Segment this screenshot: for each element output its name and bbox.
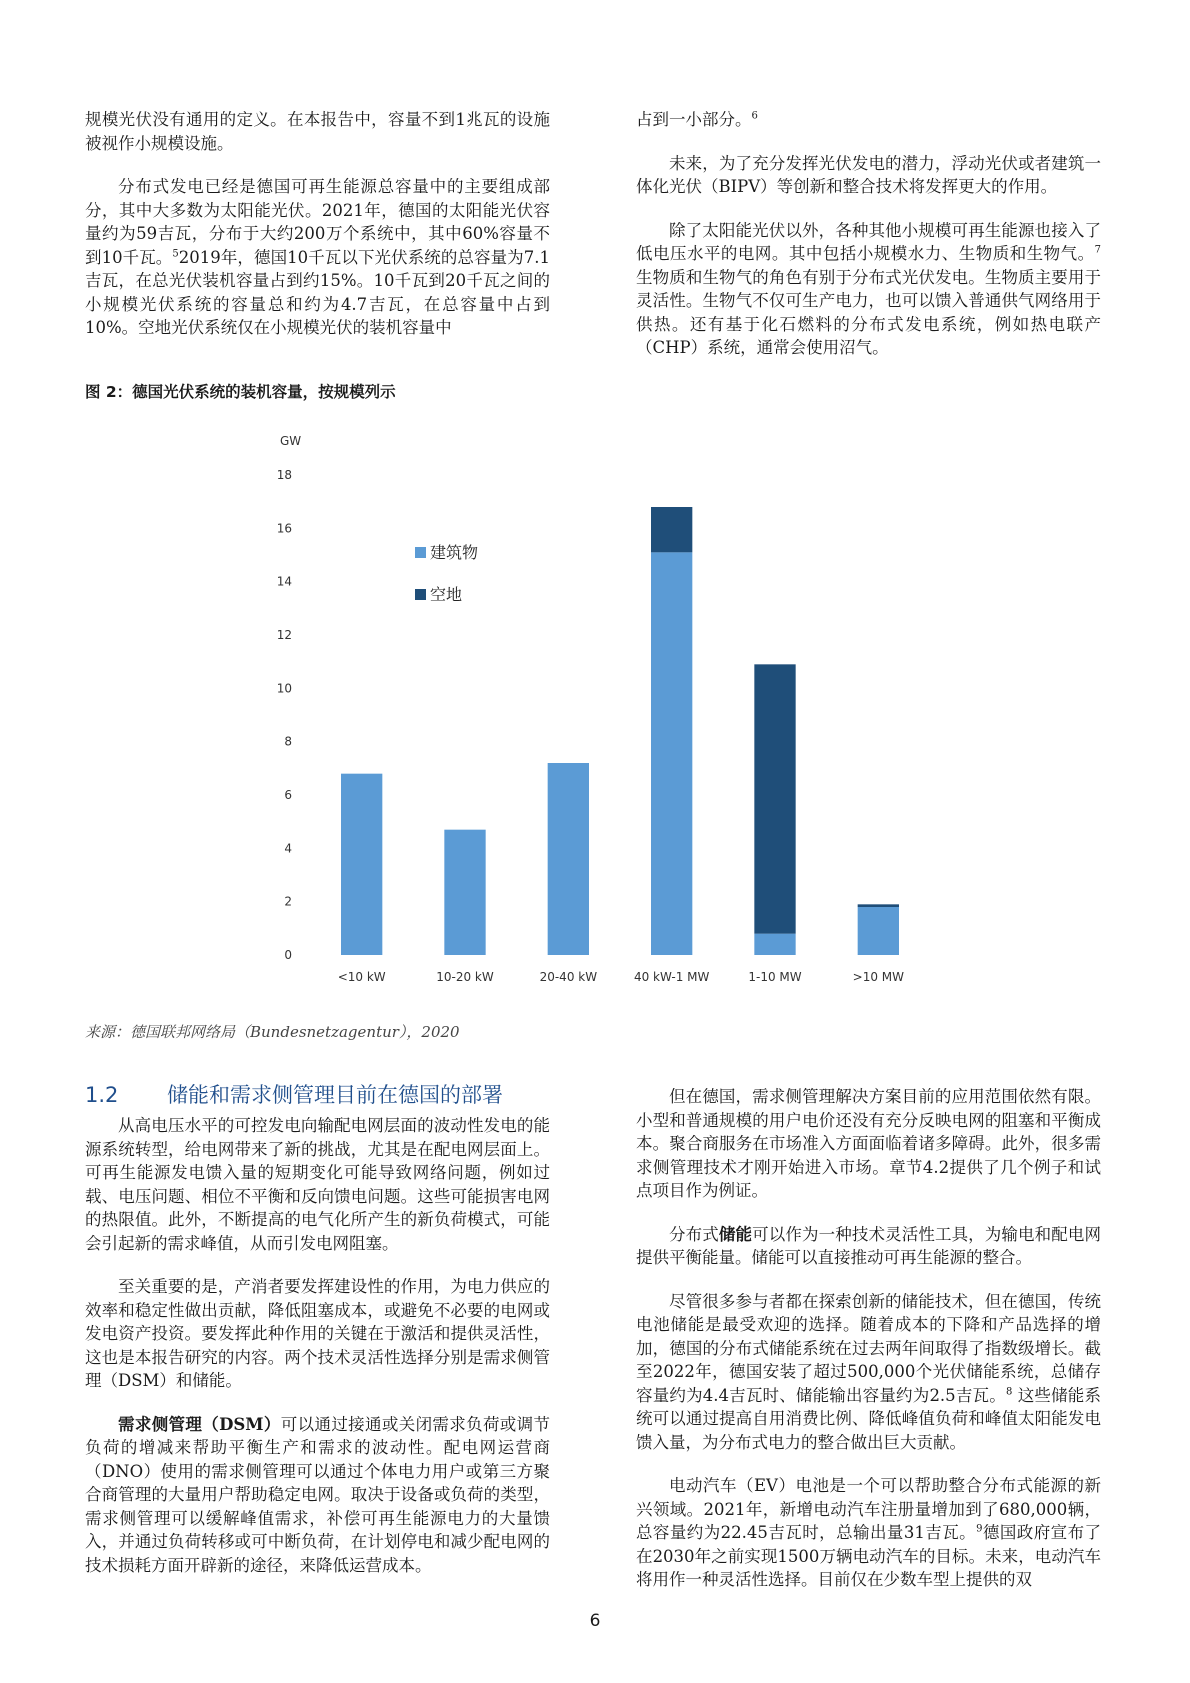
bar-ground-3: [651, 507, 692, 552]
legend-swatch: [415, 589, 426, 600]
paragraph-text: 可以通过接通或关闭需求负荷或调节负荷的增减来帮助平衡生产和需求的波动性。配电网运营商（DNO）使用的需求侧管理可以通过个体电力用户或第三方聚合商管理的大量用户帮助稳定电网。取决于设备或负荷的类型，需求侧管理可以缓解峰值需求，补偿可再生能源电力的大量馈入，并通过负荷转移或可中断负荷，在计划停电和减少配电网的技术损耗方面开辟新的途径，来降低运营成本。: [85, 1414, 550, 1575]
y-tick-label: 14: [276, 574, 292, 589]
bar-buildings-2: [548, 763, 589, 955]
footnote-ref: 7: [1094, 244, 1101, 256]
y-axis-ticks: [277, 468, 292, 962]
right-column-top: [636, 108, 1101, 380]
y-tick-label: 10: [276, 681, 292, 696]
section-title: 储能和需求侧管理目前在德国的部署: [167, 1083, 503, 1107]
x-tick-label: 20-40 kW: [539, 970, 598, 984]
x-tick-label: 1-10 MW: [748, 970, 802, 984]
paragraph-text: 电动汽车（EV）电池是一个可以帮助整合分布式能源的新兴领域。2021年，新增电动汽车注册量增加到了680,000辆，总容量约为22.45吉瓦时，总输出量31吉瓦。: [636, 1476, 1101, 1542]
footnote-ref: 6: [751, 110, 758, 122]
y-tick-label: 6: [284, 788, 292, 802]
capacity-bar-chart: [250, 425, 950, 1005]
footnote-ref: 5: [172, 248, 179, 259]
paragraph-text: 这些储能系统可以通过提高自用消费比例、降低峰值负荷和峰值太阳能发电馈入量，为分布式电力的整合做出巨大贡献。: [636, 1385, 1101, 1452]
paragraph-text: 2019年，德国10千瓦以下光伏系统的总容量为7.1吉瓦，在总光伏装机容量占到约15%。10千瓦到20千瓦之间的小规模光伏系统的容量总和约为4.7吉瓦，在总容量中占到10%。空地光伏系统仅在小规模光伏的装机容量中: [85, 247, 550, 337]
paragraph-text: 可以作为一种技术灵活性工具，为输电和配电网提供平衡能量。储能可以直接推动可再生能源的整合。: [636, 1224, 1102, 1267]
right-column-bottom: [636, 1085, 1101, 1612]
paragraph: [85, 175, 550, 340]
x-axis-ticks: [338, 970, 904, 984]
figure-source: 来源：德国联邦网络局（Bundesnetzagentur），2020: [85, 1023, 460, 1041]
y-tick-label: 2: [284, 894, 292, 909]
y-axis-label: GW: [280, 434, 302, 448]
paragraph: [636, 1223, 1101, 1270]
paragraph: [636, 1290, 1101, 1455]
section-number: 1.2: [85, 1083, 119, 1107]
y-tick-label: 12: [276, 628, 292, 642]
paragraph: [636, 1085, 1101, 1203]
bar-buildings-4: [754, 934, 795, 955]
paragraph: [85, 108, 550, 155]
legend-label: 空地: [430, 585, 463, 604]
y-tick-label: 8: [284, 734, 292, 749]
paragraph-text: 未来，为了充分发挥光伏发电的潜力，浮动光伏或者建筑一体化光伏（BIPV）等创新和整合技术将发挥更大的作用。: [636, 153, 1101, 196]
paragraph: [85, 1114, 550, 1255]
x-tick-label: 40 kW-1 MW: [633, 970, 710, 984]
y-tick-label: 0: [284, 948, 292, 962]
bar-buildings-0: [341, 774, 382, 955]
bars: [341, 507, 899, 955]
figure-title: 图 2：德国光伏系统的装机容量，按规模列示: [85, 383, 396, 401]
bold-term: 储能: [718, 1224, 753, 1244]
left-column-bottom: [85, 1114, 550, 1597]
paragraph-text: 生物质和生物气的角色有别于分布式光伏发电。生物质主要用于灵活性。生物气不仅可生产电力，也可以馈入普通供气网络用于供热。还有基于化石燃料的分布式发电系统，例如热电联产（CHP）系统，通常会使用沼气。: [636, 267, 1101, 357]
footnote-ref: 9: [976, 1523, 983, 1535]
legend-label: 建筑物: [430, 543, 479, 562]
bar-buildings-3: [651, 552, 692, 955]
paragraph: [636, 152, 1101, 199]
paragraph-text: 分布式: [669, 1224, 719, 1244]
paragraph-text: 规模光伏没有通用的定义。在本报告中，容量不到1兆瓦的设施被视作小规模设施。: [85, 110, 550, 153]
footnote-ref: 8: [1005, 1386, 1013, 1397]
bar-ground-4: [754, 664, 795, 933]
paragraph-text: 尽管很多参与者都在探索创新的储能技术，但在德国，传统电池储能是最受欢迎的选择。随着成本的下降和产品选择的增加，德国的分布式储能系统在过去两年间取得了指数级增长。截至2022年，德国安装了超过500,000个光伏储能系统，总储存容量约为4.4吉瓦时、储能输出容量约为2.5吉瓦。: [636, 1291, 1101, 1405]
bold-term: 需求侧管理（DSM）: [118, 1414, 281, 1434]
chart-legend: [415, 543, 478, 604]
bar-ground-5: [858, 904, 899, 907]
y-tick-label: 16: [276, 521, 292, 536]
y-tick-label: 4: [284, 841, 292, 856]
paragraph: [636, 219, 1101, 360]
page-number: 6: [589, 1611, 601, 1631]
paragraph-text: 从高电压水平的可控发电向输配电网层面的波动性发电的能源系统转型，给电网带来了新的挑战，尤其是在配电网层面上。可再生能源发电馈入量的短期变化可能导致网络问题，例如过载、电压问题、相位不平衡和反向馈电问题。这些可能损害电网的热限值。此外，不断提高的电气化所产生的新负荷模式，可能会引起新的需求峰值，从而引发电网阻塞。: [85, 1116, 550, 1253]
section-heading: [85, 1079, 503, 1109]
x-tick-label: >10 MW: [852, 970, 905, 984]
paragraph: [85, 1413, 550, 1578]
paragraph-text: 至关重要的是，产消者要发挥建设性的作用，为电力供应的效率和稳定性做出贡献，降低阻塞成本，或避免不必要的电网或发电资产投资。要发挥此种作用的关键在于激活和提供灵活性，这也是本报告研究的内容。两个技术灵活性选择分别是需求侧管理（DSM）和储能。: [85, 1277, 550, 1390]
paragraph: [85, 1275, 550, 1393]
y-tick-label: 18: [276, 468, 292, 482]
left-column-top: [85, 108, 550, 360]
paragraph: [636, 108, 1101, 132]
paragraph-text: 除了太阳能光伏以外，各种其他小规模可再生能源也接入了低电压水平的电网。其中包括小规模水力、生物质和生物气。: [636, 220, 1101, 263]
paragraph: [636, 1474, 1101, 1592]
bar-buildings-1: [444, 830, 485, 955]
paragraph-text: 分布式发电已经是德国可再生能源总容量中的主要组成部分，其中大多数为太阳能光伏。2021年，德国的太阳能光伏容量约为59吉瓦，分布于大约200万个系统中，其中60%容量不到10千瓦。: [85, 177, 550, 267]
x-tick-label: 10-20 kW: [436, 970, 494, 984]
legend-swatch: [415, 547, 426, 558]
bar-buildings-5: [858, 907, 899, 955]
paragraph-text: 德国政府宣布了在2030年之前实现1500万辆电动汽车的目标。未来，电动汽车将用作一种灵活性选择。目前仅在少数车型上提供的双: [636, 1523, 1102, 1589]
paragraph-text: 占到一小部分。: [636, 110, 752, 129]
x-tick-label: <10 kW: [337, 970, 386, 984]
paragraph-text: 但在德国，需求侧管理解决方案目前的应用范围依然有限。小型和普通规模的用户电价还没有充分反映电网的阻塞和平衡成本。聚合商服务在市场准入方面面临着诸多障碍。此外，很多需求侧管理技术才刚开始进入市场。章节4.2提供了几个例子和试点项目作为例证。: [636, 1087, 1101, 1200]
